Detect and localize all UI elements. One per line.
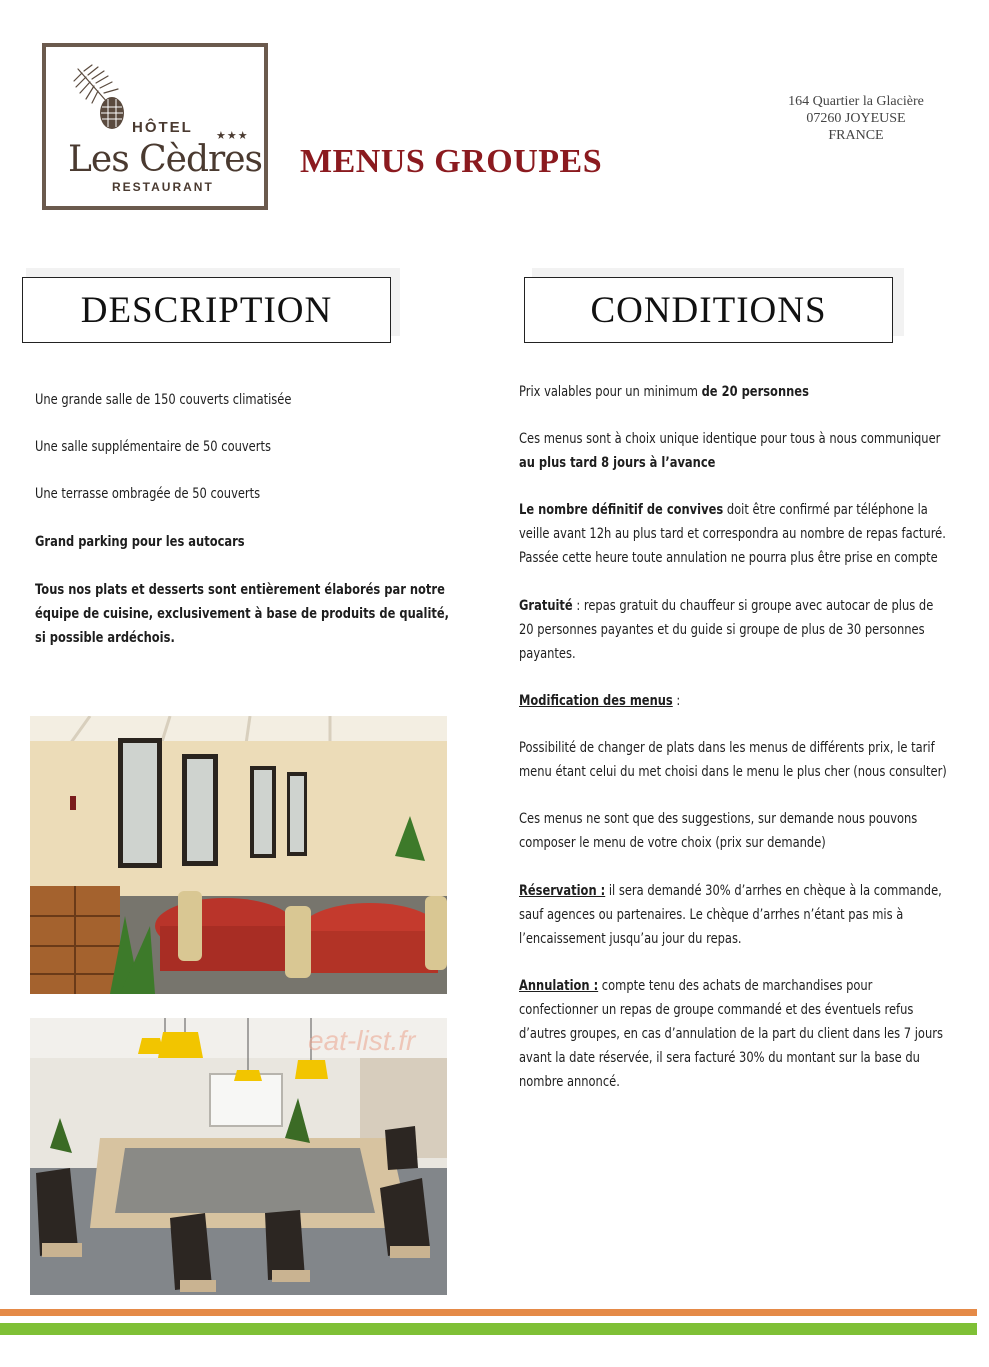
condition-prix: Prix valables pour un minimum de 20 personnes: [519, 384, 809, 400]
footer-stripe-orange: [0, 1309, 977, 1316]
page-title: MENUS GROUPES: [300, 143, 603, 180]
address-block: [760, 93, 952, 144]
conditions-column: [519, 380, 951, 1094]
address-line-2: 07260 JOYEUSE: [806, 111, 906, 126]
footer-stripe-green: [0, 1323, 977, 1335]
description-terrasse: Une terrasse ombragée de 50 couverts: [35, 486, 261, 502]
condition-suggestions: Ces menus ne sont que des suggestions, sur demande nous pouvons composer le menu de votre choix (prix sur demande): [519, 811, 918, 851]
description-salle: Une grande salle de 150 couverts climatisée: [35, 392, 292, 408]
address-line-3: FRANCE: [828, 128, 884, 143]
description-plats: Tous nos plats et desserts sont entièrement élaborés par notre équipe de cuisine, exclusivement à base de produits de qualité, si possible ardéchois.: [35, 582, 450, 646]
logo-stars: ★★★: [216, 130, 249, 142]
condition-modification-heading: Modification des menus :: [519, 693, 681, 709]
logo-name: Les Cèdres: [68, 139, 263, 180]
description-column: [35, 388, 450, 650]
logo-hotel-text: HÔTEL: [132, 119, 193, 136]
seminar-room-photo: [30, 1018, 447, 1295]
condition-choix: Ces menus sont à choix unique identique pour tous à nous communiquer au plus tard 8 jours à l’avance: [519, 431, 941, 471]
condition-possibilite: Possibilité de changer de plats dans les menus de différents prix, le tarif menu étant celui du met choisi dans le menu le plus cher (nous consulter): [519, 740, 947, 780]
description-parking: Grand parking pour les autocars: [35, 534, 245, 550]
address-line-1: 164 Quartier la Glacière: [788, 94, 924, 109]
conditions-heading: CONDITIONS: [524, 277, 893, 343]
condition-reservation: Réservation : il sera demandé 30% d’arrhes en chèque à la commande, sauf agences ou partenaires. Le chèque d’arrhes n’étant pas mis à l’encaissement jusqu’au jour du repas.: [519, 883, 942, 947]
dining-room-photo: [30, 716, 447, 994]
watermark: eat-list.fr: [308, 1025, 416, 1056]
logo-restaurant-text: RESTAURANT: [112, 180, 214, 194]
condition-annulation: Annulation : compte tenu des achats de marchandises pour confectionner un repas de groupe commandé et des éventuels refus d’autres groupes, en cas d’annulation de la part du client dans les 7 jours avant la date réservée, il sera facturé 30% du montant sur la base du nombre annoncé.: [519, 978, 943, 1090]
condition-gratuite: Gratuité : repas gratuit du chauffeur si groupe avec autocar de plus de 20 personnes payantes et du guide si groupe de plus de 30 personnes payantes.: [519, 598, 934, 662]
description-salle-sup: Une salle supplémentaire de 50 couverts: [35, 439, 271, 455]
condition-convives: Le nombre définitif de convives doit être confirmé par téléphone la veille avant 12h au plus tard et correspondra au nombre de repas facturé. Passée cette heure toute annulation ne pourra plus être prise en compte: [519, 502, 946, 566]
description-heading: DESCRIPTION: [22, 277, 391, 343]
hotel-logo: [42, 43, 268, 210]
